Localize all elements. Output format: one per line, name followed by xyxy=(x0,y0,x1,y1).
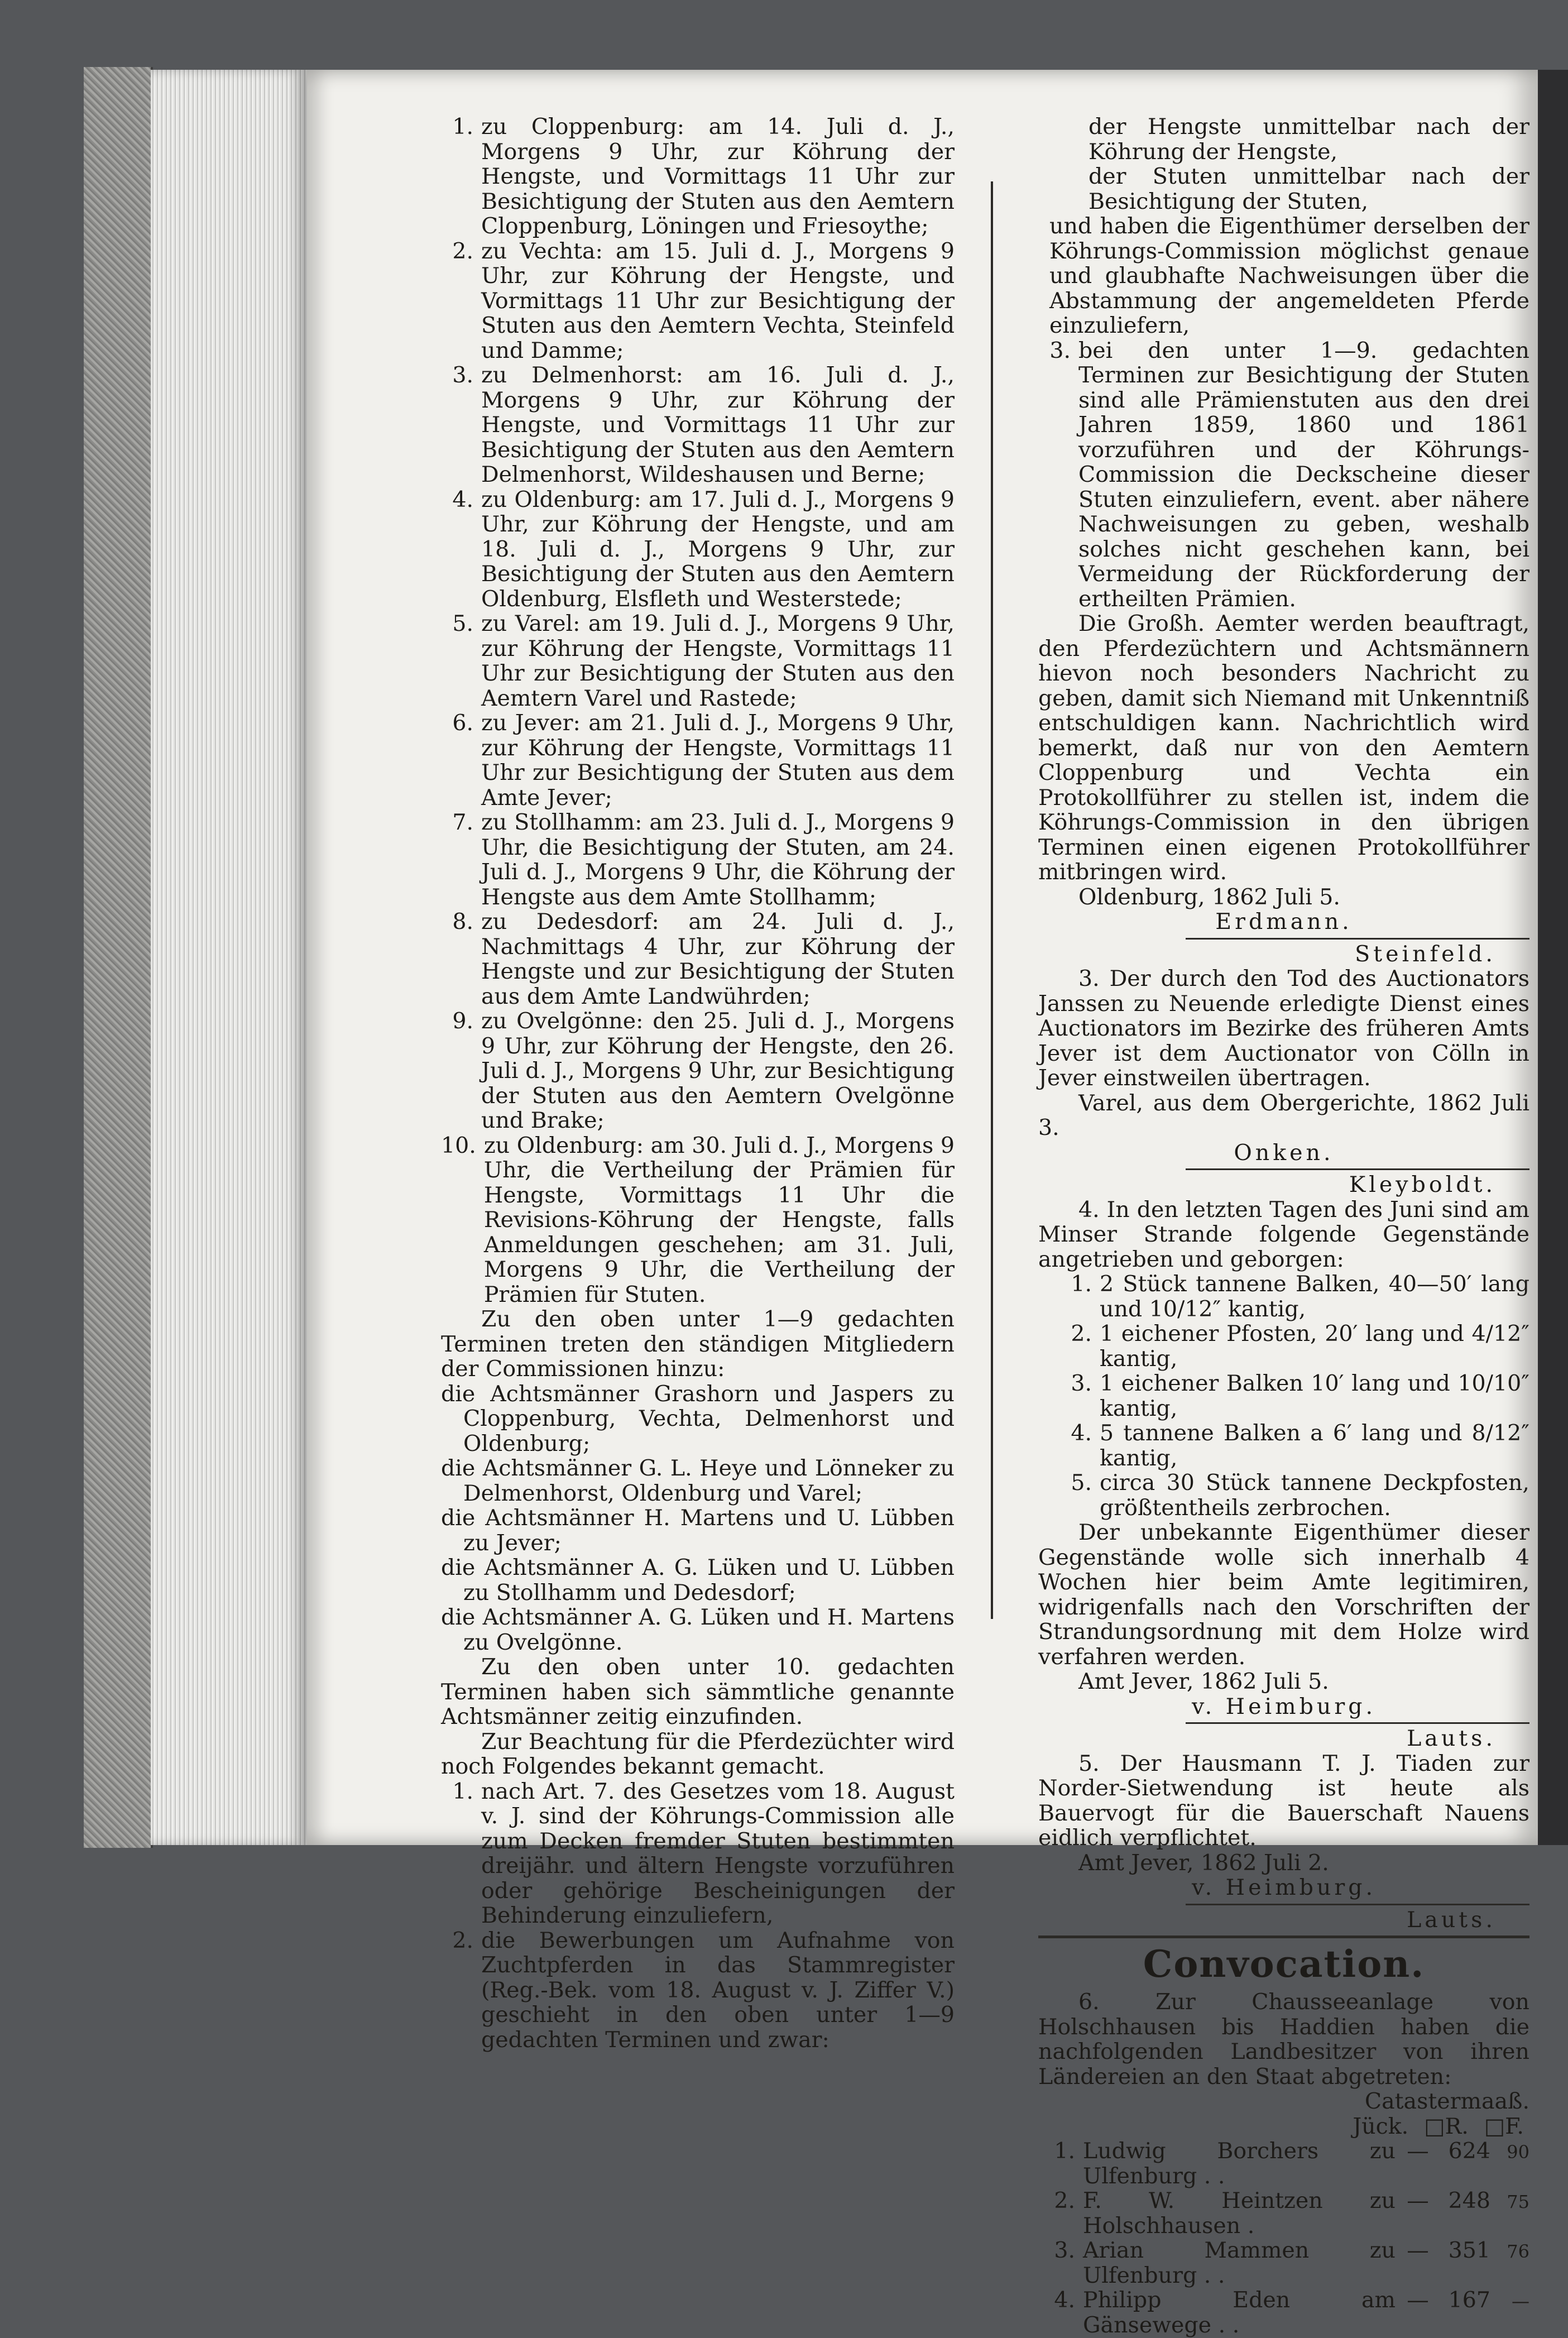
cell-ruthen: 351 xyxy=(1448,2238,1490,2263)
item-text: 1 eichener Balken 10′ lang und 10/10″ kantig, xyxy=(1100,1371,1529,1421)
item-number: 1. xyxy=(452,114,473,140)
signature: Erdmann. xyxy=(1215,909,1353,935)
item-number: 8. xyxy=(452,909,473,935)
place-date: Oldenburg, 1862 Juli 5. xyxy=(1078,884,1340,910)
paragraph: Der unbekannte Eigenthümer dieser Gegenstände wolle sich innerhalb 4 Wochen hier beim Amte legitimiren, widrigenfalls nach den Vorschriften der Strandungsordnung mit dem Holze wird verfahren werden. xyxy=(1038,1520,1529,1670)
paragraph: 4. In den letzten Tagen des Juni sind am Minser Strande folgende Gegenstände angetrieben und geborgen: xyxy=(1038,1196,1529,1272)
place-date: Amt Jever, 1862 Juli 5. xyxy=(1078,1669,1329,1694)
goods-item xyxy=(1038,1470,1529,1520)
signature: v. Heimburg. xyxy=(1191,1693,1377,1719)
cell-ruthen: 167 xyxy=(1448,2287,1490,2313)
table-row xyxy=(1038,2238,1529,2288)
item-text: bei den unter 1—9. gedachten Terminen zur Besichtigung der Stuten sind alle Prämienstuten aus den drei Jahren 1859, 1860 und 1861 vorzuführen und der Köhrungs-Commission die Deckscheine dieser Stuten einzuliefern, event. aber nähere Nachweisungen zu geben, weshalb solches nicht geschehen kann, bei Vermeidung der Rückforderung der ertheilten Prämien. xyxy=(1078,337,1529,612)
schedule-item xyxy=(441,611,955,711)
signature: Lauts. xyxy=(1407,1726,1496,1751)
divider xyxy=(1186,1722,1529,1724)
place-date: Amt Jever, 1862 Juli 2. xyxy=(1078,1850,1329,1876)
member-line: die Achtsmänner A. G. Lüken und U. Lübben zu Stollhamm und Dedesdorf; xyxy=(441,1555,955,1606)
member-line: die Achtsmänner A. G. Lüken und H. Martens zu Ovelgönne. xyxy=(441,1604,955,1655)
cell-fuss: 75 xyxy=(1507,2191,1529,2212)
cell-fuss: 90 xyxy=(1507,2141,1529,2163)
column-header: □F. xyxy=(1484,2113,1524,2139)
item-text: zu Oldenburg: am 30. Juli d. J., Morgens 9 Uhr, die Vertheilung der Prämien für Hengste, Vormittags 11 Uhr die Revisions-Köhrung der Hengste, falls Anmeldungen geschehen; am 31. Juli, Morgens 9 Uhr, die Vertheilung der Prämien für Stuten. xyxy=(483,1132,955,1307)
schedule-item xyxy=(441,810,955,909)
item-text: 5 tannene Balken a 6′ lang und 8/12″ kantig, xyxy=(1100,1420,1529,1471)
item-number: 2. xyxy=(452,238,473,264)
section-heading: Convocation. xyxy=(1143,1942,1425,1986)
continuation-line: der Stuten unmittelbar nach der Besichtigung der Stuten, xyxy=(1089,164,1529,214)
item-number: 3. xyxy=(452,362,473,388)
item-text: zu Dedesdorf: am 24. Juli d. J., Nachmittags 4 Uhr, zur Köhrung der Hengste und zur Besichtigung der Stuten aus dem Amte Landwührden; xyxy=(481,909,955,1009)
table-header xyxy=(1038,2114,1529,2139)
schedule-item xyxy=(441,909,955,1009)
goods-item xyxy=(1038,1321,1529,1371)
signature: Steinfeld. xyxy=(1355,941,1496,967)
schedule-item xyxy=(441,1133,955,1307)
section-divider xyxy=(1038,1935,1529,1938)
cell-jueck: — xyxy=(1407,2238,1429,2263)
item-text: 1 eichener Pfosten, 20′ lang und 4/12″ kantig, xyxy=(1100,1321,1529,1372)
continuation-paragraph: und haben die Eigenthümer derselben der Köhrungs-Commission möglichst genaue und glaubhafte Nachweisungen über die Abstammung der angemeldeten Pferde einzuliefern, xyxy=(1049,213,1529,338)
item-text: zu Oldenburg: am 17. Juli d. J., Morgens 9 Uhr, zur Köhrung der Hengste, und am 18. Juli d. J., Morgens 9 Uhr, zur Besichtigung der Stuten aus den Aemtern Oldenburg, Elsfleth und Westerstede; xyxy=(481,486,955,612)
place-date: Varel, aus dem Obergerichte, 1862 Juli 3. xyxy=(1038,1090,1529,1141)
cell-jueck: — xyxy=(1407,2287,1429,2313)
cell-ruthen: 248 xyxy=(1448,2188,1490,2214)
row-number: 1. xyxy=(1054,2138,1075,2164)
signature: v. Heimburg. xyxy=(1191,1875,1377,1900)
item-number: 1. xyxy=(452,1778,473,1804)
schedule-item xyxy=(441,1009,955,1133)
cell-jueck: — xyxy=(1407,2188,1429,2214)
table-row xyxy=(1038,2139,1529,2188)
schedule-item xyxy=(441,114,955,239)
table-row xyxy=(1038,2188,1529,2238)
cell-fuss: 76 xyxy=(1507,2241,1529,2262)
note-item xyxy=(441,1928,955,2053)
table-row xyxy=(1038,2288,1529,2337)
divider xyxy=(1186,1904,1529,1905)
divider xyxy=(1186,938,1529,940)
divider xyxy=(1186,1168,1529,1170)
column-header: □R. xyxy=(1424,2113,1469,2139)
goods-item xyxy=(1038,1421,1529,1470)
page-edges xyxy=(151,70,307,1845)
paragraph: 6. Zur Chausseeanlage von Holschhausen bis Haddien haben die nachfolgenden Landbesitzer von ihren Ländereien an den Staat abgetreten: xyxy=(1038,1989,1529,2090)
item-text: 2 Stück tannene Balken, 40—50′ lang und 10/12″ kantig, xyxy=(1100,1271,1529,1322)
row-number: 3. xyxy=(1054,2238,1075,2263)
item-number: 10. xyxy=(441,1132,476,1158)
row-number: 4. xyxy=(1054,2287,1075,2313)
item-text: zu Ovelgönne: den 25. Juli d. J., Morgens 9 Uhr, zur Köhrung der Hengste, den 26. Juli d. J., Morgens 9 Uhr, zur Besichtigung der Stuten aus den Aemtern Ovelgönne und Brake; xyxy=(481,1008,955,1133)
item-text: nach Art. 7. des Gesetzes vom 18. August v. J. sind der Köhrungs-Commission alle zum Decken fremder Stuten bestimmten dreijähr. und ältern Hengste vorzuführen oder gehörige Bescheinigungen der Behinderung einzuliefern, xyxy=(481,1778,955,1928)
goods-item xyxy=(1038,1371,1529,1421)
column-header: Jück. xyxy=(1353,2113,1409,2139)
item-text: zu Jever: am 21. Juli d. J., Morgens 9 Uhr, zur Köhrung der Hengste, Vormittags 11 Uhr zur Besichtigung der Stuten aus dem Amte Jever; xyxy=(481,710,955,811)
paragraph: Die Großh. Aemter werden beauftragt, den Pferdezüchtern und Achtsmännern hievon noch besonders Nachricht zu geben, damit sich Niemand mit Unkenntniß entschuldigen kann. Nachrichtlich wird bemerkt, daß nur von den Aemtern Cloppenburg und Vechta ein Protokollführer zu stellen ist, indem die Köhrungs-Commission in den übrigen Terminen einen eigenen Protokollführer mitbringen wird. xyxy=(1038,611,1529,885)
marbled-cover xyxy=(84,67,153,1848)
note-item xyxy=(1038,338,1529,612)
member-line: die Achtsmänner H. Martens und U. Lübben zu Jever; xyxy=(441,1505,955,1556)
item-text: zu Stollhamm: am 23. Juli d. J., Morgens 9 Uhr, die Besichtigung der Stuten, am 24. Juli d. J., Morgens 9 Uhr, die Köhrung der Hengste aus dem Amte Stollhamm; xyxy=(481,809,955,910)
item-text: die Bewerbungen um Aufnahme von Zuchtpferden in das Stammregister (Reg.-Bek. vom 18. August v. J. Ziffer V.) geschieht in den oben unter 1—9 gedachten Terminen und zwar: xyxy=(481,1927,955,2053)
item-number: 1. xyxy=(1071,1271,1092,1297)
schedule-item xyxy=(441,487,955,612)
schedule-item xyxy=(441,363,955,487)
signature: Onken. xyxy=(1234,1139,1334,1166)
paragraph: 3. Der durch den Tod des Auctionators Janssen zu Neuende erledigte Dienst eines Auctionators im Bezirke des früheren Amts Jever ist dem Auctionator von Cölln in Jever einstweilen übertragen. xyxy=(1038,966,1529,1091)
item-text: zu Cloppenburg: am 14. Juli d. J., Morgens 9 Uhr, zur Köhrung der Hengste, und Vormittags 11 Uhr zur Besichtigung der Stuten aus den Aemtern Cloppenburg, Löningen und Friesoythe; xyxy=(481,114,955,239)
continuation-line: der Hengste unmittelbar nach der Köhrung der Hengste, xyxy=(1089,114,1529,165)
page-gutter-shadow xyxy=(1538,70,1568,1845)
row-name: F. W. Heintzen zu Holschhausen . xyxy=(1083,2188,1396,2239)
item-number: 7. xyxy=(452,809,473,835)
item-number: 6. xyxy=(452,710,473,736)
item-number: 3. xyxy=(1071,1371,1092,1396)
item-number: 5. xyxy=(1071,1470,1092,1496)
item-number: 4. xyxy=(1071,1420,1092,1446)
item-number: 5. xyxy=(452,611,473,636)
item-number: 2. xyxy=(1071,1321,1092,1347)
paragraph: 5. Der Hausmann T. J. Tiaden zur Norder-Sietwendung ist heute als Bauervogt für die Bauerschaft Nauens eidlich verpflichtet. xyxy=(1038,1750,1529,1851)
item-text: circa 30 Stück tannene Deckpfosten, größtentheils zerbrochen. xyxy=(1100,1470,1529,1521)
goods-item xyxy=(1038,1272,1529,1321)
cell-ruthen: 624 xyxy=(1448,2138,1490,2164)
member-line: die Achtsmänner Grashorn und Jaspers zu Cloppenburg, Vechta, Delmenhorst und Oldenburg; xyxy=(441,1381,955,1457)
schedule-item xyxy=(441,711,955,810)
column-divider xyxy=(991,181,993,1619)
left-column xyxy=(441,114,955,2052)
row-name: Ludwig Borchers zu Ulfenburg . . xyxy=(1083,2138,1396,2189)
paragraph: Zu den oben unter 10. gedachten Terminen haben sich sämmtliche genannte Achtsmänner zeitig einzufinden. xyxy=(441,1654,955,1729)
unit-label: Catastermaaß. xyxy=(1364,2088,1529,2114)
right-column xyxy=(1038,114,1529,2337)
cell-jueck: — xyxy=(1407,2138,1429,2164)
row-name: Philipp Eden am Gänsewege . . xyxy=(1083,2287,1396,2338)
cell-fuss: — xyxy=(1512,2291,1529,2312)
paragraph: Zur Beachtung für die Pferdezüchter wird noch Folgendes bekannt gemacht. xyxy=(441,1728,955,1779)
note-item xyxy=(441,1779,955,1928)
item-number: 2. xyxy=(452,1927,473,1953)
signature: Kleyboldt. xyxy=(1349,1172,1496,1197)
item-text: zu Vechta: am 15. Juli d. J., Morgens 9 Uhr, zur Köhrung der Hengste, und Vormittags 11 Uhr zur Besichtigung der Stuten aus den Aemtern Vechta, Steinfeld und Damme; xyxy=(481,238,955,363)
item-text: zu Delmenhorst: am 16. Juli d. J., Morgens 9 Uhr, zur Köhrung der Hengste, und Vormittags 11 Uhr zur Besichtigung der Stuten aus den Aemtern Delmenhorst, Wildeshausen und Berne; xyxy=(481,362,955,487)
item-number: 4. xyxy=(452,486,473,512)
schedule-item xyxy=(441,239,955,363)
member-line: die Achtsmänner G. L. Heye und Lönneker zu Delmenhorst, Oldenburg und Varel; xyxy=(441,1455,955,1506)
row-name: Arian Mammen zu Ulfenburg . . xyxy=(1083,2238,1396,2288)
item-text: zu Varel: am 19. Juli d. J., Morgens 9 Uhr, zur Köhrung der Hengste, Vormittags 11 Uhr zur Besichtigung der Stuten aus den Aemtern Varel und Rastede; xyxy=(481,611,955,711)
paragraph: Zu den oben unter 1—9 gedachten Terminen treten den ständigen Mitgliedern der Commissionen hinzu: xyxy=(441,1306,955,1382)
row-number: 2. xyxy=(1054,2188,1075,2214)
item-number: 3. xyxy=(1049,337,1071,363)
signature: Lauts. xyxy=(1407,1906,1496,1933)
item-number: 9. xyxy=(452,1008,473,1034)
